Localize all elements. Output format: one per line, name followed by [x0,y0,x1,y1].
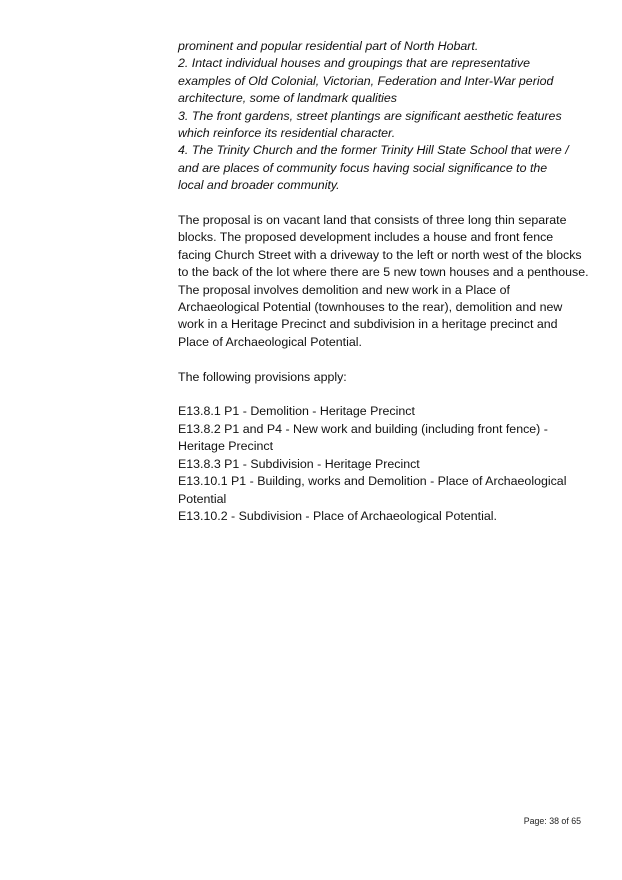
provision-line: E13.10.2 - Subdivision - Place of Archaeological Potential. [178,508,497,523]
text-line: architecture, some of landmark qualities [178,91,398,106]
provision-line: E13.8.3 P1 - Subdivision - Heritage Precinct [178,456,420,471]
page-number: Page: 38 of 65 [523,816,581,826]
text-line: The following provisions apply: [178,369,347,384]
paragraph-spacer [178,386,588,403]
text-line: 3. The front gardens, street plantings are significant aesthetic features [178,108,562,123]
provision-line: E13.10.1 P1 - Building, works and Demolition - Place of Archaeological [178,474,567,489]
heritage-values-list [178,38,588,195]
text-line: work in a Heritage Precinct and subdivision in a heritage precinct and [178,317,558,332]
provision-line: E13.8.2 P1 and P4 - New work and building (including front fence) - [178,421,548,436]
text-line: examples of Old Colonial, Victorian, Federation and Inter-War period [178,73,554,88]
text-line: Place of Archaeological Potential. [178,334,362,349]
text-line: facing Church Street with a driveway to the left or north west of the blocks [178,247,582,262]
provision-line: Potential [178,491,227,506]
text-line: 4. The Trinity Church and the former Trinity Hill State School that were / [178,143,569,158]
text-line: local and broader community. [178,178,340,193]
text-line: prominent and popular residential part of North Hobart. [178,39,479,53]
paragraph-spacer [178,195,588,212]
paragraph-spacer [178,351,588,368]
text-line: The proposal is on vacant land that consists of three long thin separate [178,213,567,228]
proposal-paragraph [178,212,588,351]
provisions-intro [178,369,588,386]
text-line: The proposal involves demolition and new work in a Place of [178,282,510,297]
text-line: blocks. The proposed development includes a house and front fence [178,230,554,245]
provision-line: E13.8.1 P1 - Demolition - Heritage Precinct [178,404,415,419]
text-line: Archaeological Potential (townhouses to the rear), demolition and new [178,300,563,315]
text-line: and are places of community focus having social significance to the [178,160,548,175]
text-line: to the back of the lot where there are 5 new town houses and a penthouse. [178,265,589,280]
text-line: 2. Intact individual houses and groupings that are representative [178,56,530,71]
provision-line: Heritage Precinct [178,439,274,454]
provisions-list [178,403,588,525]
text-line: which reinforce its residential character. [178,126,396,141]
document-body [178,38,588,525]
